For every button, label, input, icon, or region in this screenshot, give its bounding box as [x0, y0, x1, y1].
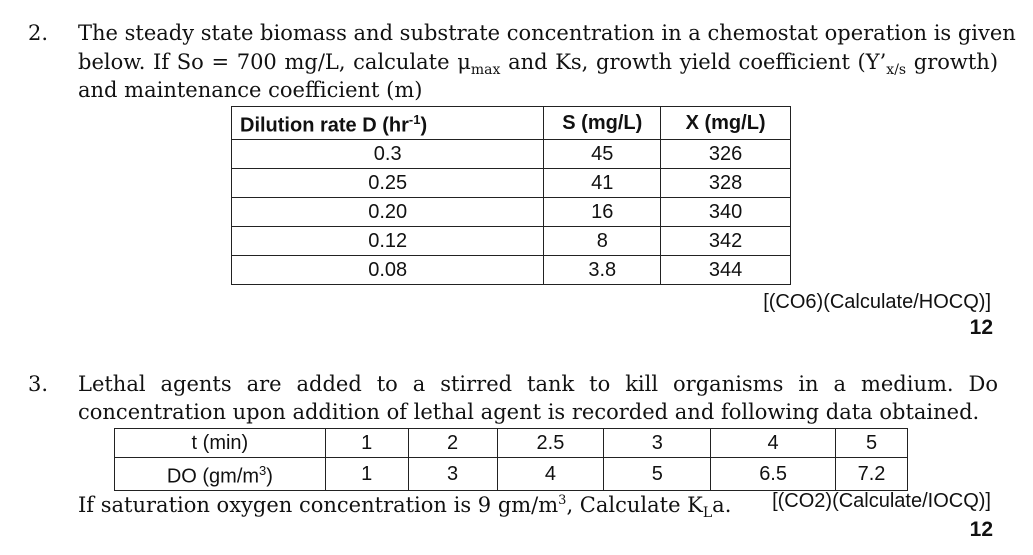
do-cell: 3: [408, 458, 497, 491]
cell-biomass: 340: [661, 197, 791, 226]
cell-dilution: 0.12: [232, 226, 544, 255]
q3-line3-part-c: a.: [712, 493, 732, 517]
table-row: [232, 197, 791, 226]
q3-line3-part-b: , Calculate K: [566, 493, 703, 517]
cell-biomass: 328: [661, 168, 791, 197]
do-cell: 6.5: [711, 458, 836, 491]
table-row: [232, 255, 791, 284]
oxygen-data-table: [114, 428, 908, 491]
header-biomass: X (mg/L): [661, 107, 791, 140]
kla-subscript: L: [702, 505, 713, 522]
header-substrate: S (mg/L): [544, 107, 661, 140]
cell-substrate: 3.8: [544, 255, 661, 284]
time-row: [115, 429, 908, 458]
table-row: [232, 168, 791, 197]
mu-max-subscript: max: [470, 62, 501, 79]
table-header-row: [232, 107, 791, 140]
cell-substrate: 16: [544, 197, 661, 226]
dissolved-oxygen-row: [115, 458, 908, 491]
do-cell: 1: [325, 458, 408, 491]
question-2-line-3: and maintenance coefficient (m): [78, 78, 423, 102]
question-2-marks: 12: [969, 316, 993, 339]
question-3-reference: [(CO2)(Calculate/IOCQ)]: [772, 490, 991, 512]
do-cell: 5: [604, 458, 711, 491]
table-row: [232, 139, 791, 168]
cell-biomass: 342: [661, 226, 791, 255]
cell-substrate: 45: [544, 139, 661, 168]
question-3-line-3: [78, 487, 731, 527]
q3-line3-part-a: If saturation oxygen concentration is 9 gm/m: [78, 493, 559, 517]
q2-line2-part-b: and Ks, growth yield coefficient (Y’: [500, 50, 887, 74]
question-2-reference: [(CO6)(Calculate/HOCQ)]: [763, 291, 991, 313]
question-2-line-1: The steady state biomass and substrate concentration in a chemostat operation is given: [78, 21, 1016, 45]
question-3-line-2: concentration upon addition of lethal agent is recorded and following data obtained.: [78, 400, 980, 424]
cell-substrate: 41: [544, 168, 661, 197]
time-cell: 4: [711, 429, 836, 458]
table-row: [232, 226, 791, 255]
q2-line2-part-c: growth): [906, 50, 999, 74]
cell-biomass: 326: [661, 139, 791, 168]
cell-dilution: 0.25: [232, 168, 544, 197]
do-cell: 4: [497, 458, 604, 491]
time-cell: 5: [836, 429, 908, 458]
cell-substrate: 8: [544, 226, 661, 255]
question-3-marks: 12: [969, 518, 993, 541]
cell-dilution: 0.3: [232, 139, 544, 168]
time-cell: 1: [325, 429, 408, 458]
time-cell: 3: [604, 429, 711, 458]
header-dilution-rate: Dilution rate D $(hr^{-1})$: [232, 107, 544, 140]
time-label: t (min): [115, 429, 326, 458]
time-cell: 2: [408, 429, 497, 458]
q2-line2-part-a: below. If So = 700 mg/L, calculate μ: [78, 50, 471, 74]
cube-superscript: 3: [558, 493, 567, 508]
do-cell: 7.2: [836, 458, 908, 491]
question-2-number: 2.: [28, 21, 49, 45]
cell-biomass: 344: [661, 255, 791, 284]
do-label: DO $(gm/m^3)$: [115, 458, 326, 491]
chemostat-data-table: [231, 106, 791, 285]
question-3-number: 3.: [28, 372, 49, 396]
question-3-line-1: Lethal agents are added to a stirred tank to kill organisms in a medium. Do: [78, 372, 998, 396]
cell-dilution: 0.08: [232, 255, 544, 284]
yield-subscript: x/s: [886, 62, 907, 79]
time-cell: 2.5: [497, 429, 604, 458]
cell-dilution: 0.20: [232, 197, 544, 226]
